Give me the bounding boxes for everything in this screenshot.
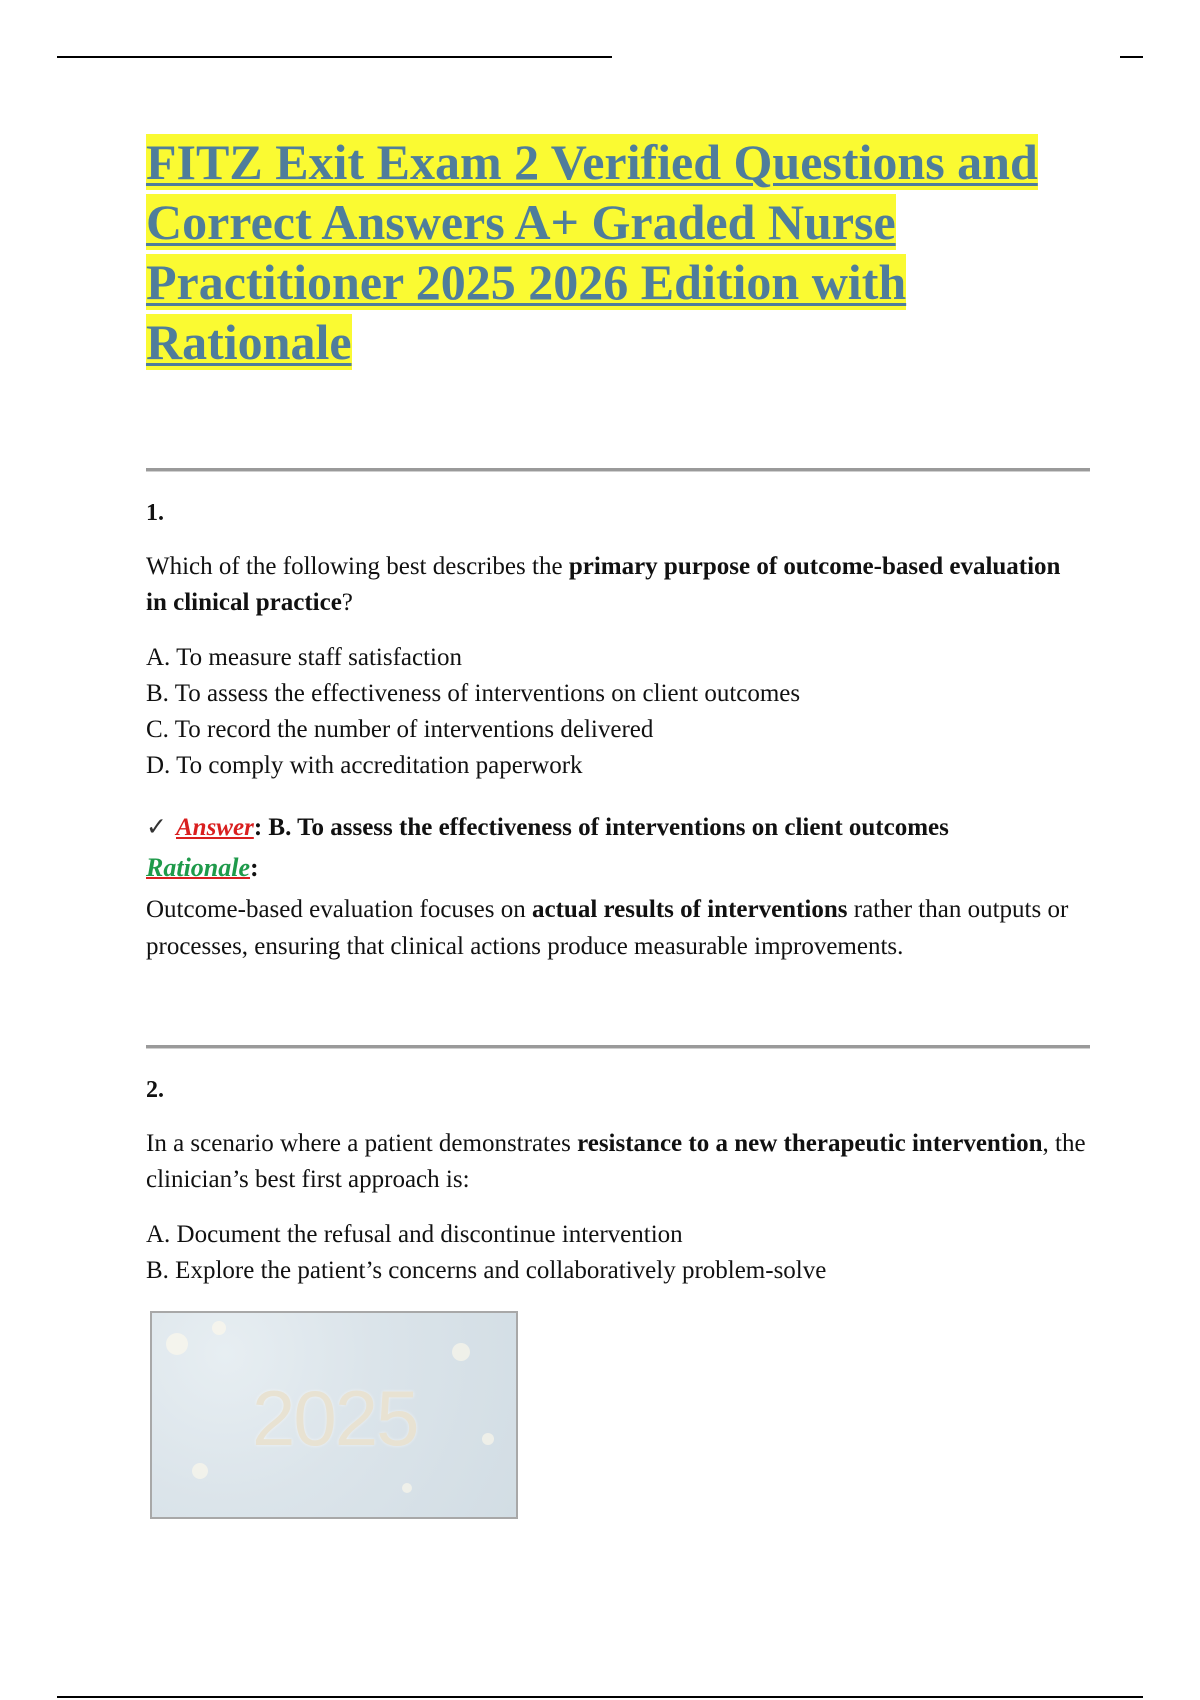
option-c: C. To record the number of interventions delivered (146, 716, 654, 743)
question-number: 1. (146, 500, 164, 526)
option-a: A. To measure staff satisfaction (146, 644, 462, 671)
bokeh-dot (482, 1433, 494, 1445)
bokeh-dot (212, 1321, 226, 1335)
answer-line: ✓ Answer: B. To assess the effectiveness of interventions on client outcomes (146, 810, 1106, 846)
answer-text: B. To assess the effectiveness of interventions on client outcomes (262, 814, 949, 841)
section-divider-1 (146, 468, 1090, 472)
bokeh-dot (402, 1483, 412, 1493)
document-title[interactable]: FITZ Exit Exam 2 Verified Questions and Correct Answers A+ Graded Nurse Practitioner 2025 2026 Edition with Rationale (146, 134, 1038, 370)
option-list (146, 640, 1086, 784)
year-2025-image (150, 1311, 518, 1519)
footer-rule (57, 1696, 1143, 1698)
header-rule-right (1120, 56, 1143, 58)
question-number: 2. (146, 1077, 164, 1103)
image-year-text: 2025 (252, 1374, 418, 1462)
option-d: D. To comply with accreditation paperwork (146, 752, 583, 779)
bokeh-dot (452, 1343, 470, 1361)
question-stem: In a scenario where a patient demonstrates resistance to a new therapeutic intervention, the clinician’s best first approach is: (146, 1130, 1086, 1193)
rationale-text: Outcome-based evaluation focuses on actual results of interventions rather than outputs or processes, ensuring that clinical actions produce measurable improvements. (146, 896, 1069, 960)
rationale-heading: Rationale: (146, 853, 259, 882)
option-b: B. Explore the patient’s concerns and collaboratively problem-solve (146, 1257, 827, 1284)
option-list (146, 1217, 1086, 1289)
bokeh-dot (166, 1333, 188, 1355)
check-icon: ✓ (146, 814, 167, 841)
bokeh-dot (192, 1463, 208, 1479)
option-a: A. Document the refusal and discontinue intervention (146, 1221, 683, 1248)
question-stem: Which of the following best describes the primary purpose of outcome-based evaluation in clinical practice? (146, 553, 1061, 616)
answer-label: Answer (176, 814, 254, 841)
section-divider-2 (146, 1045, 1090, 1049)
header-rule-left (57, 56, 612, 58)
option-b: B. To assess the effectiveness of interventions on client outcomes (146, 680, 801, 707)
